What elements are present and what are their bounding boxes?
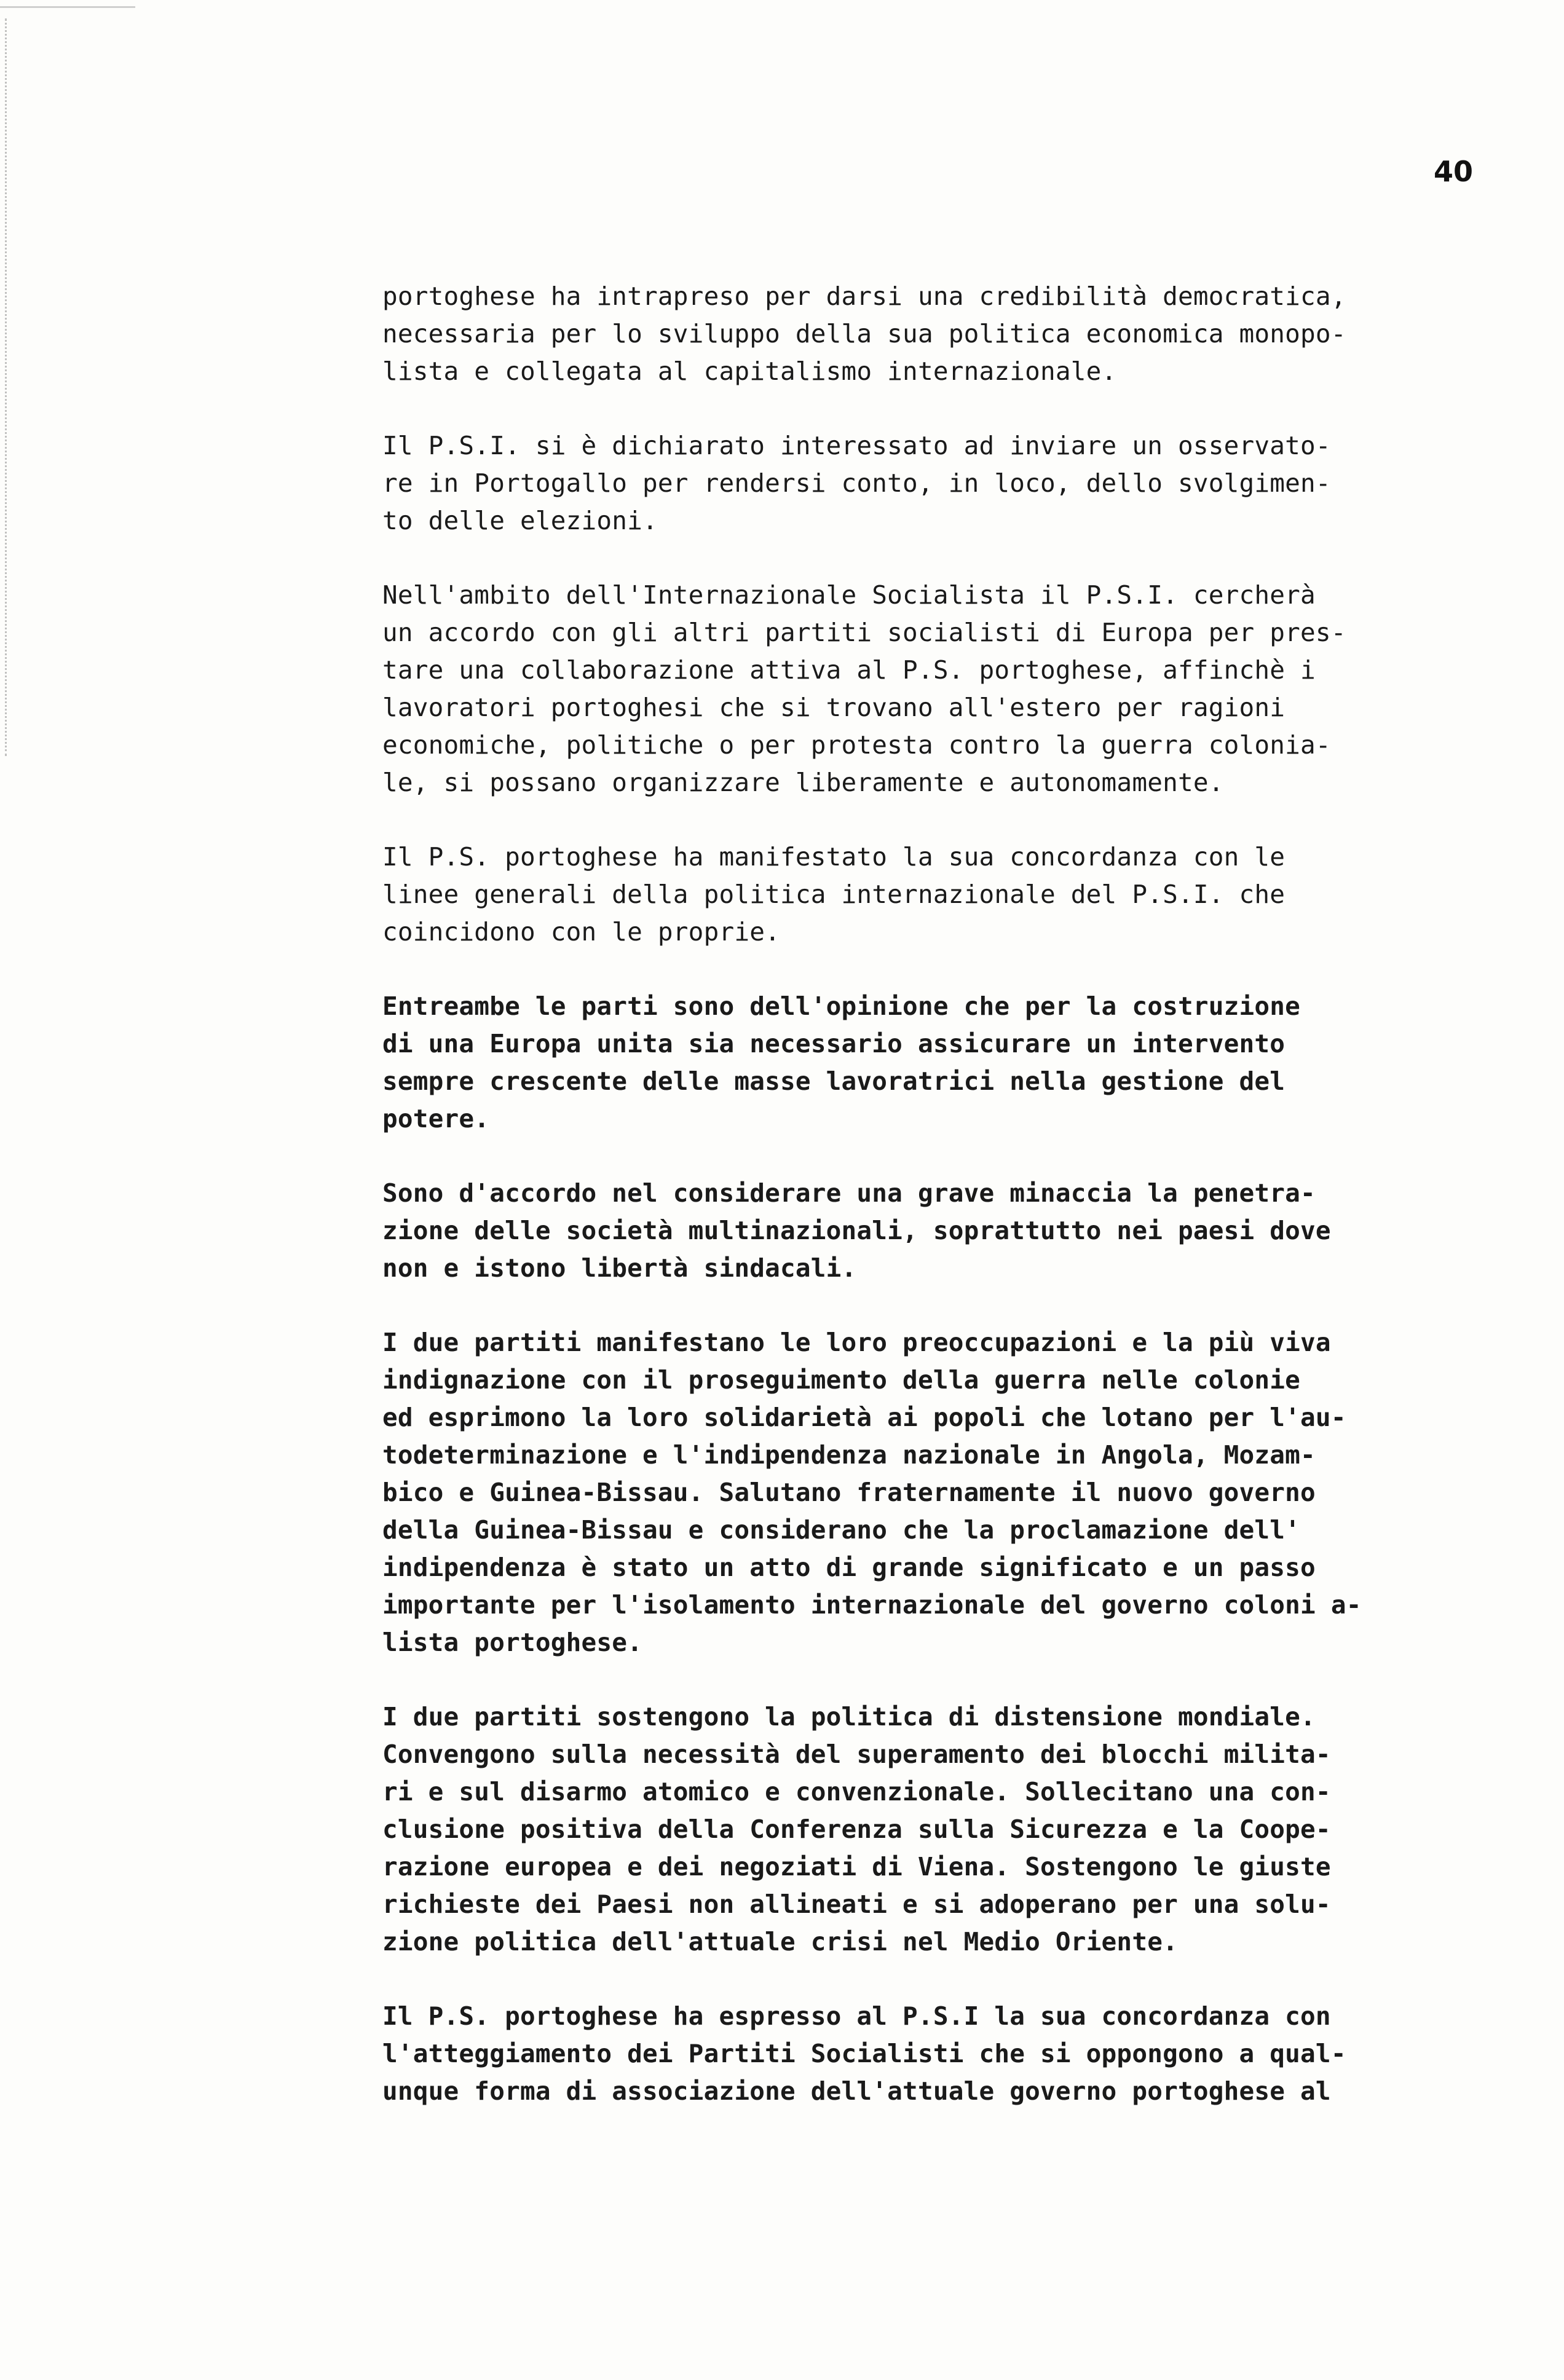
text-line: unque forma di associazione dell'attuale governo portoghese al (382, 2076, 1331, 2106)
text-line: linee generali della politica internazionale del P.S.I. che (382, 880, 1286, 909)
text-line: todeterminazione e l'indipendenza nazionale in Angola, Mozam- (382, 1440, 1316, 1470)
text-line: della Guinea-Bissau e considerano che la proclamazione dell' (382, 1515, 1301, 1545)
paragraph-4 (382, 838, 1464, 951)
paragraph-3 (382, 577, 1464, 802)
text-line: Sono d'accordo nel considerare una grave minaccia la penetra- (382, 1178, 1316, 1208)
text-line: lista e collegata al capitalismo internazionale. (382, 357, 1117, 386)
text-line: indignazione con il proseguimento della guerra nelle colonie (382, 1365, 1301, 1395)
paragraph-6 (382, 1175, 1464, 1287)
text-line: Nell'ambito dell'Internazionale Socialista il P.S.I. cercherà (382, 580, 1316, 610)
text-line: ri e sul disarmo atomico e convenzionale. Sollecitano una con- (382, 1777, 1331, 1807)
text-line: economiche, politiche o per protesta contro la guerra colonia- (382, 730, 1331, 760)
scan-left-edge (5, 18, 10, 756)
text-line: I due partiti sostengono la politica di distensione mondiale. (382, 1702, 1316, 1732)
text-line: sempre crescente delle masse lavoratrici nella gestione del (382, 1066, 1286, 1096)
scan-top-edge (0, 6, 135, 8)
paragraph-9 (382, 1998, 1464, 2110)
text-line: richieste dei Paesi non allineati e si adoperano per una solu- (382, 1889, 1331, 1919)
text-line: zione delle società multinazionali, soprattutto nei paesi dove (382, 1216, 1331, 1245)
text-line: Entreambe le parti sono dell'opinione che per la costruzione (382, 991, 1301, 1021)
text-line: I due partiti manifestano le loro preoccupazioni e la più viva (382, 1328, 1331, 1357)
paragraph-8 (382, 1698, 1464, 1961)
paragraph-1 (382, 278, 1464, 390)
text-line: zione politica dell'attuale crisi nel Medio Oriente. (382, 1927, 1178, 1956)
text-line: necessaria per lo sviluppo della sua politica economica monopo- (382, 319, 1346, 349)
page-number: 40 (1434, 155, 1474, 188)
text-line: l'atteggiamento dei Partiti Socialisti che si oppongono a qual- (382, 2039, 1346, 2068)
text-line: indipendenza è stato un atto di grande significato e un passo (382, 1553, 1316, 1582)
text-line: un accordo con gli altri partiti socialisti di Europa per pres- (382, 618, 1346, 647)
paragraph-2 (382, 427, 1464, 540)
text-line: le, si possano organizzare liberamente e autonomamente. (382, 768, 1224, 797)
text-line: bico e Guinea-Bissau. Salutano fraternamente il nuovo governo (382, 1478, 1316, 1507)
text-line: Il P.S.I. si è dichiarato interessato ad inviare un osservato- (382, 431, 1331, 460)
text-line: importante per l'isolamento internazionale del governo coloni a- (382, 1590, 1362, 1620)
text-line: re in Portogallo per rendersi conto, in loco, dello svolgimen- (382, 468, 1331, 498)
text-line: to delle elezioni. (382, 506, 658, 535)
text-line: potere. (382, 1104, 490, 1133)
text-line: razione europea e dei negoziati di Viena. Sostengono le giuste (382, 1852, 1331, 1882)
body-text (382, 278, 1464, 2147)
text-line: ed esprimono la loro solidarietà ai popoli che lotano per l'au- (382, 1403, 1346, 1432)
text-line: portoghese ha intrapreso per darsi una credibilità democratica, (382, 282, 1346, 311)
text-line: Il P.S. portoghese ha espresso al P.S.I la sua concordanza con (382, 2001, 1331, 2031)
text-line: clusione positiva della Conferenza sulla Sicurezza e la Coope- (382, 1815, 1331, 1844)
paragraph-7 (382, 1324, 1464, 1661)
text-line: coincidono con le proprie. (382, 917, 780, 947)
text-line: tare una collaborazione attiva al P.S. portoghese, affinchè i (382, 655, 1316, 685)
text-line: Convengono sulla necessità del superamento dei blocchi milita- (382, 1740, 1331, 1769)
text-line: Il P.S. portoghese ha manifestato la sua concordanza con le (382, 842, 1286, 872)
text-line: non e istono libertà sindacali. (382, 1253, 857, 1283)
text-line: lista portoghese. (382, 1628, 643, 1657)
text-line: di una Europa unita sia necessario assicurare un intervento (382, 1029, 1286, 1058)
text-line: lavoratori portoghesi che si trovano all'estero per ragioni (382, 693, 1286, 722)
paragraph-5 (382, 988, 1464, 1138)
